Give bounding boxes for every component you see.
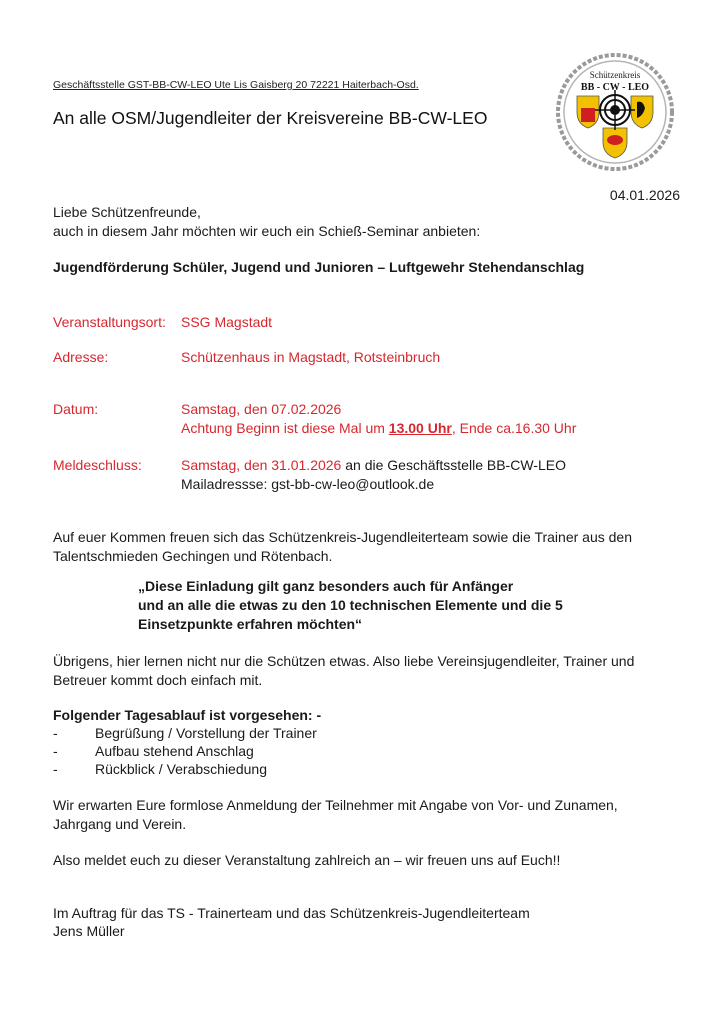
signature-name: Jens Müller [53, 923, 125, 939]
paragraph-3-line-1: Wir erwarten Eure formlose Anmeldung der Teilnehmer mit Angabe von Vor- und Zunamen, [53, 797, 618, 813]
date-label: Datum: [53, 401, 99, 417]
deadline-suffix: an die Geschäftsstelle BB-CW-LEO [341, 457, 566, 473]
quote-line-3: Einsetzpunkte erfahren möchten“ [138, 616, 363, 632]
sender-address-line: Geschäftsstelle GST-BB-CW-LEO Ute Lis Gaisberg 20 72221 Haiterbach-Osd. [53, 79, 419, 91]
quote-line-1: „Diese Einladung gilt ganz besonders auch für Anfänger [138, 578, 514, 594]
paragraph-3-line-2: Jahrgang und Verein. [53, 816, 187, 832]
paragraph-4: Also meldet euch zu dieser Veranstaltung zahlreich an – wir freuen uns auf Euch!! [53, 852, 561, 868]
recipient-heading: An alle OSM/Jugendleiter der Kreisvereine BB-CW-LEO [53, 108, 488, 128]
quote-line-2: und an alle die etwas zu den 10 technischen Elemente und die 5 [138, 597, 563, 613]
start-time-highlight: 13.00 Uhr [388, 420, 452, 436]
paragraph-1-line-1: Auf euer Kommen freuen sich das Schützenkreis-Jugendleiterteam sowie die Trainer aus den [53, 529, 632, 545]
venue-value: SSG Magstadt [181, 314, 273, 330]
greeting-line-1: Liebe Schützenfreunde, [53, 204, 201, 220]
address-value: Schützenhaus in Magstadt, Rotsteinbruch [181, 349, 441, 365]
letter-date: 04.01.2026 [609, 187, 680, 203]
dash-bullet: - [53, 761, 58, 777]
dash-bullet: - [53, 725, 58, 741]
target-crest-logo-icon [555, 52, 675, 172]
address-label: Adresse: [53, 349, 109, 365]
greeting-line-2: auch in diesem Jahr möchten wir euch ein Schieß-Seminar anbieten: [53, 223, 481, 239]
schedule-heading: Folgender Tagesablauf ist vorgesehen: - [53, 707, 322, 723]
club-logo [555, 52, 675, 172]
deadline-line [181, 456, 566, 475]
venue-label: Veranstaltungsort: [53, 314, 166, 330]
deadline-label: Meldeschluss: [53, 457, 142, 473]
date-value: Samstag, den 07.02.2026 [181, 401, 342, 417]
mail-address: Mailadressse: gst-bb-cw-leo@outlook.de [181, 476, 435, 492]
signature-line: Im Auftrag für das TS - Trainerteam und das Schützenkreis-Jugendleiterteam [53, 905, 530, 921]
paragraph-2-line-2: Betreuer kommt doch einfach mit. [53, 672, 263, 688]
svg-text:Schützenkreis: Schützenkreis [589, 70, 641, 80]
invitation-quote [138, 577, 563, 634]
svg-text:BB - CW - LEO: BB - CW - LEO [580, 82, 650, 93]
time-line [181, 419, 576, 438]
paragraph-2-line-1: Übrigens, hier lernen nicht nur die Schützen etwas. Also liebe Vereinsjugendleiter, Trainer und [53, 653, 635, 669]
deadline-value: Samstag, den 31.01.2026 [181, 457, 342, 473]
dash-bullet: - [53, 743, 58, 759]
paragraph-1-line-2: Talentschmieden Gechingen und Rötenbach. [53, 548, 333, 564]
schedule-item-text: Rückblick / Verabschiedung [95, 761, 267, 777]
schedule-item-text: Begrüßung / Vorstellung der Trainer [95, 725, 317, 741]
time-suffix: , Ende ca.16.30 Uhr [451, 420, 577, 436]
schedule-item-text: Aufbau stehend Anschlag [95, 743, 254, 759]
time-prefix: Achtung Beginn ist diese Mal um [181, 420, 389, 436]
event-title: Jugendförderung Schüler, Jugend und Junioren – Luftgewehr Stehendanschlag [53, 259, 585, 275]
